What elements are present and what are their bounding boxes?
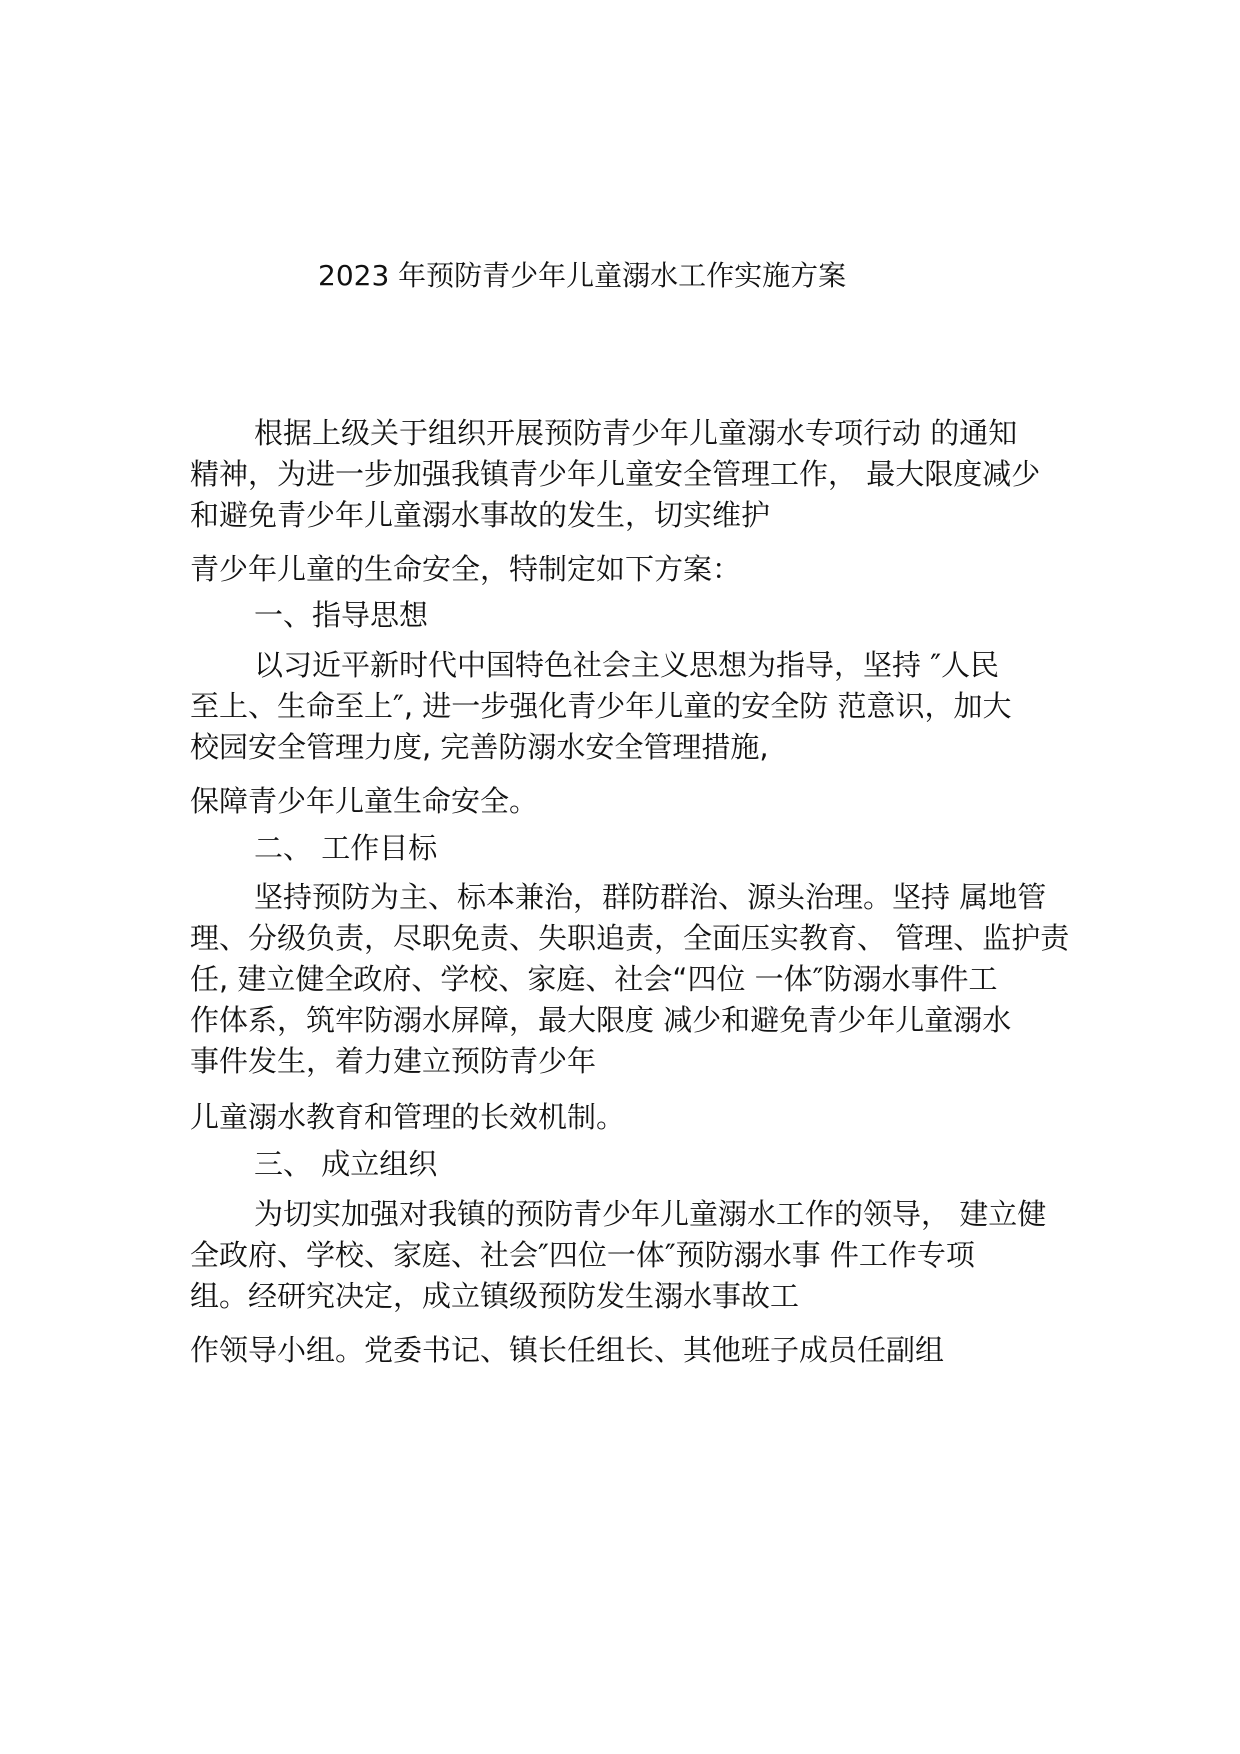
paragraph-4-line-4: 作领导小组。党委书记、镇长任组长、其他班子成员任副组 [190, 1333, 945, 1367]
paragraph-3-line-1: 坚持预防为主、标本兼治，群防群治、源头治理。坚持 属地管 [254, 880, 1047, 914]
paragraph-4-line-2: 全政府、学校、家庭、社会″四位一体″预防溺水事 件工作专项 [190, 1238, 975, 1272]
paragraph-2-line-2: 至上、生命至上″, 进一步强化青少年儿童的安全防 范意识，加大 [190, 689, 1012, 723]
paragraph-2-line-3: 校园安全管理力度, 完善防溺水安全管理措施, [190, 730, 769, 764]
paragraph-3-line-6: 儿童溺水教育和管理的长效机制。 [190, 1100, 626, 1134]
paragraph-1-line-2: 精神，为进一步加强我镇青少年儿童安全管理工作， 最大限度减少 [190, 457, 1041, 491]
paragraph-3-line-5: 事件发生，着力建立预防青少年 [190, 1044, 597, 1078]
paragraph-3-line-2: 理、分级负责，尽职免责、失职追责，全面压实教育、 管理、监护责 [190, 921, 1070, 955]
paragraph-1-line-4: 青少年儿童的生命安全，特制定如下方案： [190, 552, 742, 586]
section-heading-2: 二、 工作目标 [254, 831, 438, 865]
paragraph-1-line-1: 根据上级关于组织开展预防青少年儿童溺水专项行动 的通知 [254, 416, 1018, 450]
paragraph-3-line-3: 任, 建立健全政府、学校、家庭、社会“四位 一体″防溺水事件工 [190, 962, 998, 996]
section-heading-1: 一、指导思想 [254, 598, 429, 632]
section-heading-3: 三、 成立组织 [254, 1147, 438, 1181]
paragraph-1-line-3: 和避免青少年儿童溺水事故的发生，切实维护 [190, 498, 771, 532]
paragraph-2-line-4: 保障青少年儿童生命安全。 [190, 784, 539, 818]
paragraph-2-line-1: 以习近平新时代中国特色社会主义思想为指导，坚持 ″人民 [254, 648, 1000, 682]
document-title: 2023 年预防青少年儿童溺水工作实施方案 [318, 259, 847, 292]
paragraph-4-line-1: 为切实加强对我镇的预防青少年儿童溺水工作的领导， 建立健 [254, 1197, 1047, 1231]
paragraph-3-line-4: 作体系，筑牢防溺水屏障，最大限度 减少和避免青少年儿童溺水 [190, 1003, 1012, 1037]
paragraph-4-line-3: 组。经研究决定，成立镇级预防发生溺水事故工 [190, 1279, 800, 1313]
